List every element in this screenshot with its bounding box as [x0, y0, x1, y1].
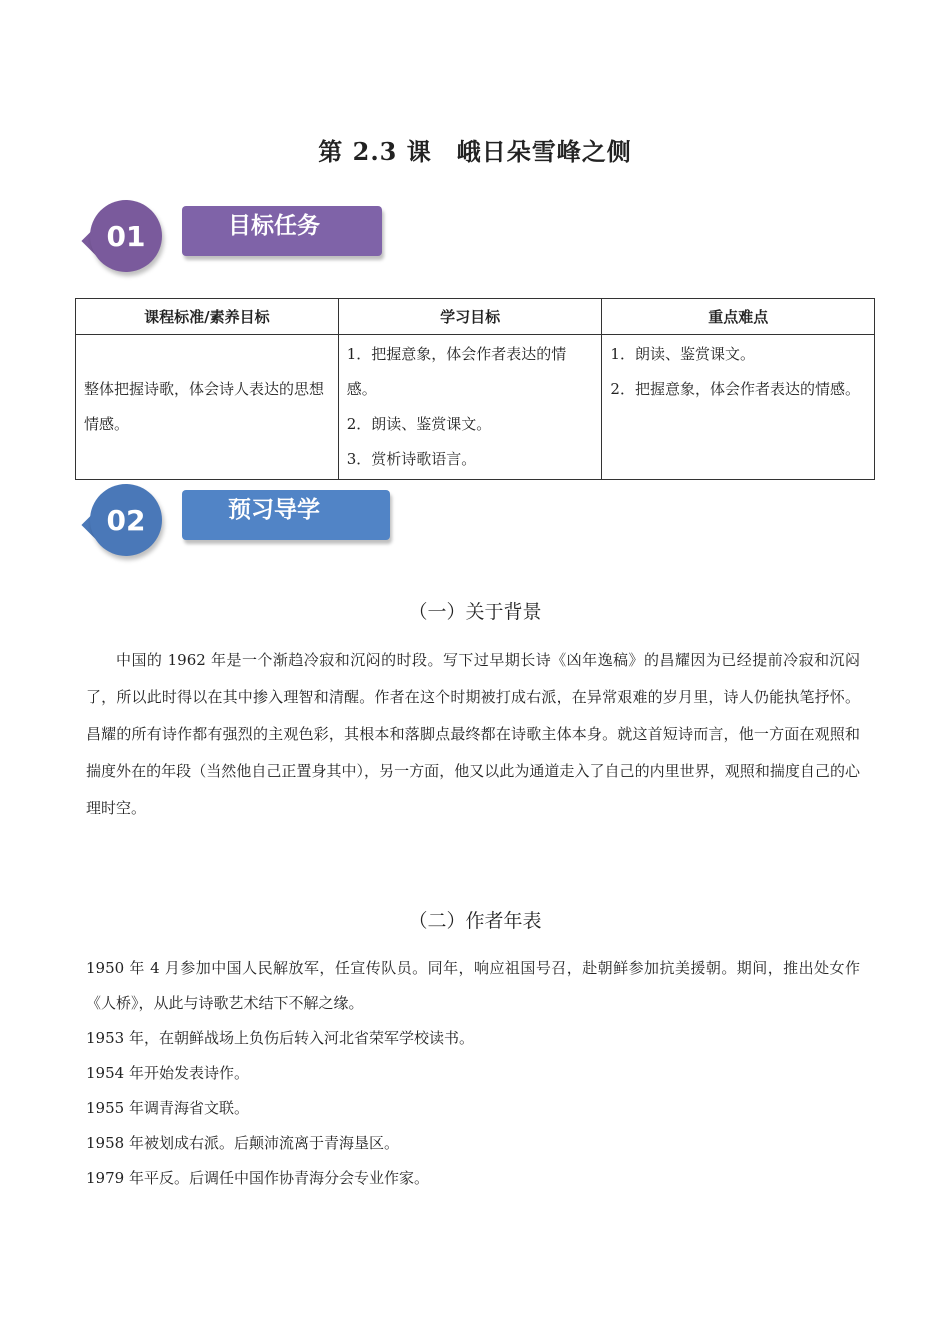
background-section — [86, 642, 860, 827]
table-header: 重点难点 — [602, 299, 875, 335]
table-cell-learning-goals — [338, 335, 602, 480]
goals-table — [75, 298, 875, 480]
list-item: 1．把握意象，体会作者表达的情感。 — [346, 345, 567, 398]
chronology-entry: 1958 年被划成右派。后颠沛流离于青海垦区。 — [86, 1134, 399, 1152]
list-item: 2．朗读、鉴赏课文。 — [346, 415, 492, 433]
section-number: 01 — [90, 200, 162, 272]
list-item: 3．赏析诗歌语言。 — [346, 450, 477, 468]
table-cell-standard: 整体把握诗歌，体会诗人表达的思想情感。 — [76, 335, 339, 480]
table-row — [76, 335, 875, 480]
chronology-entry: 1950 年 4 月参加中国人民解放军，任宣传队员。同年，响应祖国号召，赴朝鲜参加抗美援朝。期间，推出处女作《人桥》，从此与诗歌艺术结下不解之缘。 — [86, 959, 860, 1012]
table-header: 学习目标 — [338, 299, 602, 335]
chronology-entry: 1955 年调青海省文联。 — [86, 1099, 249, 1117]
chronology-list — [86, 951, 860, 1196]
page-title: 第 2.3 课 峨日朵雪峰之侧 — [318, 137, 632, 166]
table-header: 课程标准/素养目标 — [76, 299, 339, 335]
section-badge-goals — [90, 196, 400, 276]
chronology-entry: 1979 年平反。后调任中国作协青海分会专业作家。 — [86, 1169, 429, 1187]
list-item: 1．朗读、鉴赏课文。 — [610, 345, 755, 363]
section-label: 目标任务 — [182, 206, 382, 256]
background-paragraph: 中国的 1962 年是一个渐趋冷寂和沉闷的时段。写下过早期长诗《凶年逸稿》的昌耀因为已经提前冷寂和沉闷了，所以此时得以在其中掺入理智和清醒。作者在这个时期被打成右派，在异常艰难的岁月里，诗人仍能执笔抒怀。昌耀的所有诗作都有强烈的主观色彩，其根本和落脚点最终都在诗歌主体本身。就这首短诗而言，他一方面在观照和揣度外在的年段（当然他自己正置身其中），另一方面，他又以此为通道走入了自己的内里世界，观照和揣度自己的心理时空。 — [86, 651, 860, 817]
section-number: 02 — [90, 484, 162, 556]
list-item: 2．把握意象，体会作者表达的情感。 — [610, 380, 860, 398]
background-heading: （一）关于背景 — [408, 601, 542, 623]
section-badge-preview — [90, 480, 400, 560]
table-cell-key-points — [602, 335, 875, 480]
section-label: 预习导学 — [182, 490, 390, 540]
table-header-row — [76, 299, 875, 335]
chronology-entry: 1953 年，在朝鲜战场上负伤后转入河北省荣军学校读书。 — [86, 1029, 474, 1047]
chronology-heading: （二）作者年表 — [408, 910, 542, 932]
chronology-entry: 1954 年开始发表诗作。 — [86, 1064, 249, 1082]
